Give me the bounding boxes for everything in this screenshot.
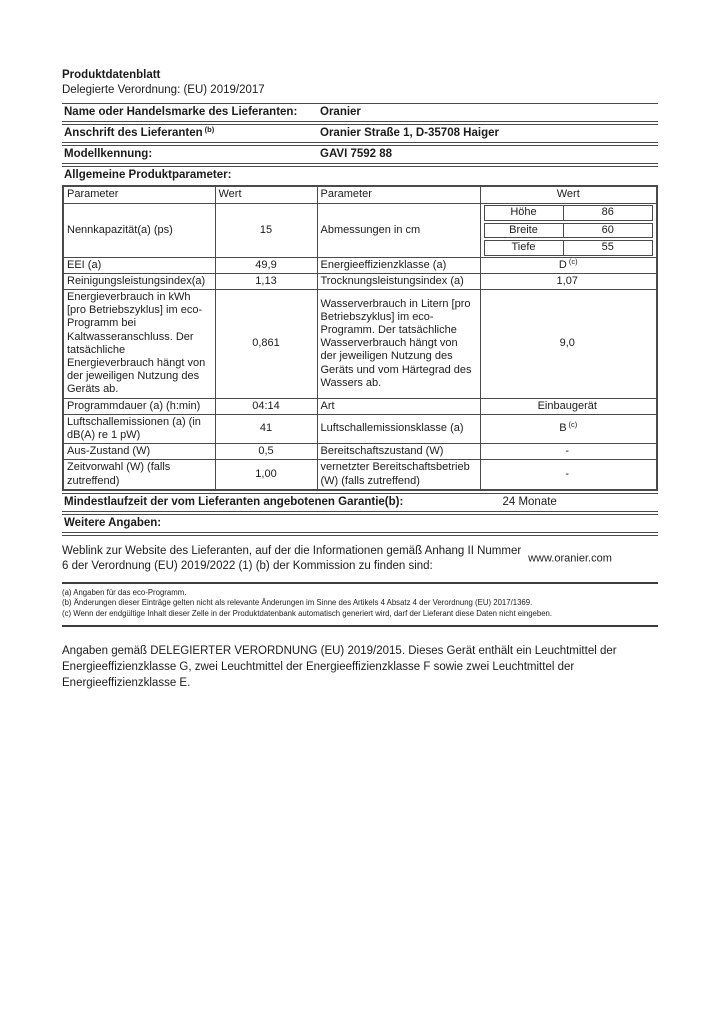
footnote-b: (b) Änderungen dieser Einträge gelten nicht als relevante Änderungen im Sinne des Artikels 4 Absatz 4 der Verordnung (EU) 2017/1369.	[62, 598, 533, 608]
value-cell: 1,00	[215, 460, 317, 490]
table-header-row	[63, 186, 657, 204]
param-cell: Energieverbrauch in kWh [pro Betriebszyklus] im eco-Programm bei Kaltwasseranschluss. Der tatsächliche Energieverbrauch hängt von der jeweiligen Nutzung des Geräts ab.	[63, 289, 215, 398]
additional-info-heading: Weitere Angaben:	[62, 514, 658, 536]
divider-line	[62, 625, 658, 627]
guarantee-label: Mindestlaufzeit der vom Lieferanten angebotenen Garantie(b):	[64, 495, 404, 508]
lighting-note: Angaben gemäß DELEGIERTER VERORDNUNG (EU) 2019/2015. Dieses Gerät enthält ein Leuchtmittel der Energieeffizienzklasse G, zwei Leuchtmittel der Energieeffizienzklasse F sowie zwei Leuchtmittel der Energieeffizienzklasse E.	[62, 645, 617, 690]
model-id-value: GAVI 7592 88	[320, 148, 393, 160]
row-energieverbrauch	[63, 289, 657, 398]
value-cell: 0,5	[215, 444, 317, 460]
supplier-name-label-text: Name oder Handelsmarke des Lieferanten:	[64, 106, 298, 118]
supplier-address-label	[64, 127, 320, 140]
value-cell	[480, 289, 657, 398]
param-cell: Bereitschaftszustand (W)	[317, 444, 480, 460]
value-cell: 1,13	[215, 273, 317, 289]
param-cell: Abmessungen in cm	[317, 204, 480, 258]
model-id-label	[64, 148, 320, 161]
value-cell	[480, 257, 657, 273]
param-cell: Art	[317, 398, 480, 414]
weblink-text: Weblink zur Website des Lieferanten, auf der die Informationen gemäß Anhang II Nummer 6 der Verordnung (EU) 2019/2022 (1) (b) der Kommission zu finden sind:	[62, 544, 522, 573]
weblink-url: www.oranier.com	[528, 552, 612, 565]
param-cell: Luftschallemissionsklasse (a)	[317, 414, 480, 443]
row-luftschall	[63, 414, 657, 443]
footnote-marker: (b)	[204, 125, 215, 134]
row-aus-zustand	[63, 444, 657, 460]
dimension-label: Breite	[485, 224, 564, 238]
param-cell: Energieeffizienzklasse (a)	[317, 257, 480, 273]
value-cell	[480, 273, 657, 289]
product-parameters-table	[62, 185, 658, 491]
value-text: 9,0	[559, 337, 575, 350]
dimensions-cell	[480, 204, 657, 258]
guarantee-row	[62, 493, 658, 512]
value-cell: 04:14	[215, 398, 317, 414]
dimension-label: Höhe	[485, 206, 564, 220]
value-text: B	[559, 422, 567, 435]
param-cell: EEI (a)	[63, 257, 215, 273]
param-cell: Reinigungsleistungsindex(a)	[63, 273, 215, 289]
value-text: -	[565, 467, 570, 480]
section-heading: Allgemeine Produktparameter:	[62, 166, 658, 185]
supplier-address-label-text: Anschrift des Lieferanten	[64, 127, 203, 139]
dimension-label: Tiefe	[485, 241, 564, 255]
row-nennkapazitaet	[63, 204, 657, 258]
dimension-value: 60	[601, 223, 614, 236]
row-programmdauer	[63, 398, 657, 414]
value-cell	[480, 414, 657, 443]
value-cell: 41	[215, 414, 317, 443]
dimension-row-hoehe	[484, 205, 654, 221]
footnote-c: (c) Wenn der endgültige Inhalt dieser Zelle in der Produktdatenbank automatisch generiert wird, darf der Lieferant diese Daten nicht eingeben.	[62, 608, 553, 618]
model-id-row	[62, 145, 658, 164]
param-cell: Wasserverbrauch in Litern [pro Betriebszyklus] im eco-Programm. Der tatsächliche Wasserverbrauch hängt von der jeweiligen Nutzung des Geräts und vom Härtegrad des Wassers ab.	[317, 289, 480, 398]
model-id-label-text: Modellkennung:	[64, 148, 153, 160]
footnotes-block	[62, 588, 658, 620]
param-cell: Nennkapazität(a) (ps)	[63, 204, 215, 258]
footnote-marker: (c)	[568, 420, 578, 430]
dimension-row-breite	[484, 223, 654, 239]
divider-line	[62, 582, 658, 584]
value-cell: 0,861	[215, 289, 317, 398]
supplier-name-value: Oranier	[320, 106, 361, 118]
param-cell: Aus-Zustand (W)	[63, 444, 215, 460]
dimension-value: 86	[601, 206, 614, 218]
value-cell	[480, 398, 657, 414]
column-header-parameter-right: Parameter	[317, 186, 480, 204]
footnote-marker: (c)	[568, 256, 578, 266]
value-text: Einbaugerät	[537, 399, 597, 412]
param-cell: Zeitvorwahl (W) (falls zutreffend)	[63, 460, 215, 490]
value-cell	[480, 444, 657, 460]
guarantee-value: 24 Monate	[502, 495, 557, 508]
value-cell: 49,9	[215, 257, 317, 273]
product-datasheet-page	[62, 68, 658, 691]
value-cell	[480, 460, 657, 490]
weblink-row	[62, 544, 658, 575]
column-header-wert-right: Wert	[480, 186, 657, 204]
dimension-value: 55	[601, 241, 614, 253]
value-cell: 15	[215, 204, 317, 258]
value-text: -	[565, 445, 570, 458]
param-cell: Trocknungsleistungsindex (a)	[317, 273, 480, 289]
footnote-a: (a) Angaben für das eco-Programm.	[62, 587, 187, 597]
supplier-name-label	[64, 106, 320, 119]
row-zeitvorwahl	[63, 460, 657, 490]
param-cell: vernetzter Bereitschaftsbetrieb (W) (falls zutreffend)	[317, 460, 480, 490]
supplier-address-value: Oranier Straße 1, D-35708 Haiger	[320, 127, 499, 139]
row-eei	[63, 257, 657, 273]
row-reinigungsindex	[63, 273, 657, 289]
dimension-list	[484, 205, 654, 256]
value-text: 1,07	[556, 274, 578, 287]
dimension-row-tiefe	[484, 240, 654, 256]
value-text: D	[558, 258, 567, 271]
page-title: Produktdatenblatt	[62, 69, 161, 81]
param-cell: Luftschallemissionen (a) (in dB(A) re 1 pW)	[63, 414, 215, 443]
regulation-subtitle: Delegierte Verordnung: (EU) 2019/2017	[62, 84, 265, 96]
supplier-address-row	[62, 124, 658, 143]
supplier-name-row	[62, 103, 658, 122]
column-header-parameter-left: Parameter	[63, 186, 215, 204]
param-cell: Programmdauer (a) (h:min)	[63, 398, 215, 414]
column-header-wert-left: Wert	[215, 186, 317, 204]
